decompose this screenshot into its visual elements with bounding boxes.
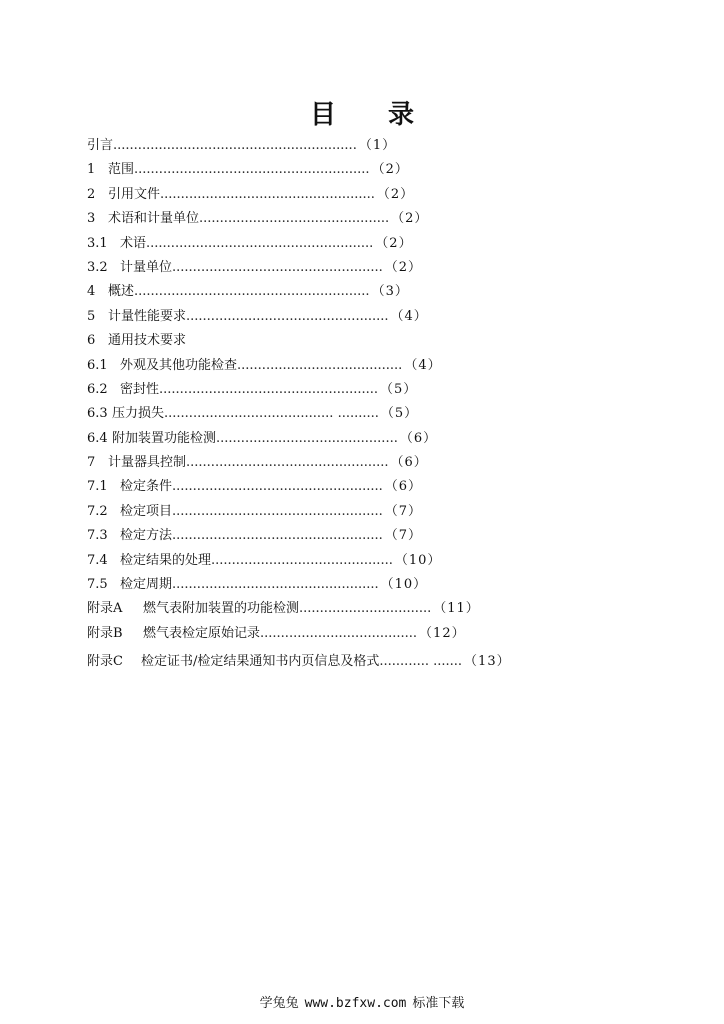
toc-page: （12） [419,625,466,641]
toc-entry-appendix-a[interactable] [87,597,687,621]
title-char-2: 录 [388,100,415,130]
toc-entry-7-3[interactable] [87,524,687,548]
toc-leader: ........................................................... [113,138,357,153]
toc-entry-5[interactable] [87,305,687,329]
toc-leader: ......................................... .......... [164,406,379,422]
toc-entry-7[interactable] [87,451,687,475]
toc-number: 5 [87,308,96,324]
toc-label: 通用技术要求 [108,333,187,349]
toc-number: 附录C [87,654,123,670]
toc-leader: ......................................................... [134,284,370,300]
toc-entry-7-2[interactable] [87,500,687,524]
toc-number: 1 [87,162,96,178]
toc-page: （5） [380,381,418,397]
toc-number: 7.1 [87,479,108,495]
toc-entry-1[interactable] [87,158,687,182]
toc-number: 6.2 [87,381,108,397]
toc-number: 3 [87,211,96,227]
toc-label: 计量性能要求 [108,308,187,324]
toc-number: 6.1 [87,357,108,373]
toc-label: 检定方法 [120,528,173,544]
toc-page: （3） [371,284,409,300]
toc-page: （13） [464,654,511,670]
toc-label: 术语和计量单位 [108,211,200,227]
toc-leader: ....................................................... [146,235,374,251]
toc-entry-6-3[interactable] [87,402,687,426]
toc-entry-6[interactable] [87,329,687,353]
toc-number: 6.4 [87,430,108,446]
toc-page: （10） [380,577,428,593]
toc-number: 4 [87,284,96,300]
toc-entry-7-1[interactable] [87,475,687,499]
toc-leader: ................................................. [186,455,389,471]
toc-label: 检定结果的处理 [120,552,212,568]
toc-number: 附录B [87,625,123,641]
toc-entry-appendix-b[interactable] [87,622,687,646]
toc-page: （10） [394,552,442,568]
toc-entry-6-2[interactable] [87,378,687,402]
toc-leader: .................................................... [160,186,375,202]
toc-entry-3-2[interactable] [87,256,687,280]
toc-leader: .................................................. [172,577,379,593]
toc-label: 概述 [108,284,135,300]
toc-page: （2） [391,211,429,227]
toc-entry-6-4[interactable] [87,427,687,451]
toc-page: （7） [384,528,423,544]
toc-number: 7 [87,455,96,471]
toc-label: 检定周期 [120,577,173,593]
toc-label: 术语 [120,235,147,251]
toc-label: 燃气表附加装置的功能检测 [143,601,300,617]
toc-leader: ......................................................... [134,162,370,178]
toc-number: 3.1 [87,235,108,251]
toc-page: （6） [384,479,423,495]
toc-number: 附录A [87,601,123,617]
footer-tagline: 标准下载 [412,996,465,1011]
toc-page: （11） [433,601,480,617]
toc-entry-3[interactable] [87,207,687,231]
toc-leader: ................................................... [172,503,383,519]
toc-number: 6 [87,333,96,349]
toc-page: （2） [376,186,415,202]
toc-entry-appendix-c[interactable] [87,650,687,674]
toc-entry-4[interactable] [87,280,687,304]
toc-number: 6.3 [87,406,108,422]
toc-label: 检定项目 [120,503,173,519]
toc-page: （2） [384,259,423,275]
toc-entry-intro[interactable] [87,134,687,158]
toc-entry-7-5[interactable] [87,573,687,597]
toc-page: （2） [375,235,413,251]
toc-entry-7-4[interactable] [87,549,687,573]
toc-page: （2） [371,162,409,178]
toc-label: 密封性 [120,381,160,397]
toc-number: 3.2 [87,259,108,275]
toc-label: 检定证书/检定结果通知书内页信息及格式 [141,654,380,670]
toc-entry-3-1[interactable] [87,232,687,256]
title-char-1: 目 [309,100,336,130]
toc-label: 范围 [108,162,135,178]
footer-url[interactable]: www.bzfxw.com [304,996,407,1011]
table-of-contents [87,134,687,675]
toc-label: 计量单位 [120,259,173,275]
toc-number: 7.5 [87,577,108,593]
toc-number: 7.4 [87,552,108,568]
toc-leader: ................................................. [186,308,389,324]
toc-page: （6） [390,455,428,471]
toc-leader: ............................................ [211,552,393,568]
toc-label: 检定条件 [120,479,173,495]
toc-leader: ................................................... [172,528,383,544]
toc-leader: ...................................... [260,625,418,641]
toc-number: 7.2 [87,503,108,519]
toc-number: 7.3 [87,528,108,544]
toc-leader: ................................................... [172,259,383,275]
toc-leader: .............................................. [199,211,390,227]
toc-page: （1） [358,138,397,153]
toc-entry-6-1[interactable] [87,354,687,378]
toc-label: 引言 [87,138,114,153]
footer-watermark [0,992,724,1011]
toc-label: 附加装置功能检测 [112,430,217,446]
toc-label: 压力损失 [112,406,165,422]
toc-label: 外观及其他功能检查 [120,357,238,373]
toc-leader: ............ ....... [379,654,463,670]
toc-label: 计量器具控制 [108,455,187,471]
toc-leader: ................................................... [172,479,383,495]
toc-label: 引用文件 [108,186,161,202]
toc-page: （6） [399,430,438,446]
toc-page: （4） [390,308,428,324]
footer-site-name: 学兔兔 [259,996,299,1011]
toc-leader: ..................................................... [159,381,379,397]
toc-page: （4） [404,357,442,373]
toc-leader: ................................ [299,601,432,617]
toc-label: 燃气表检定原始记录 [143,625,261,641]
toc-page: （5） [380,406,419,422]
page-title [0,94,724,131]
toc-entry-2[interactable] [87,183,687,207]
toc-leader: ........................................ [237,357,403,373]
toc-leader: ............................................ [216,430,398,446]
toc-number: 2 [87,186,96,202]
toc-page: （7） [384,503,423,519]
